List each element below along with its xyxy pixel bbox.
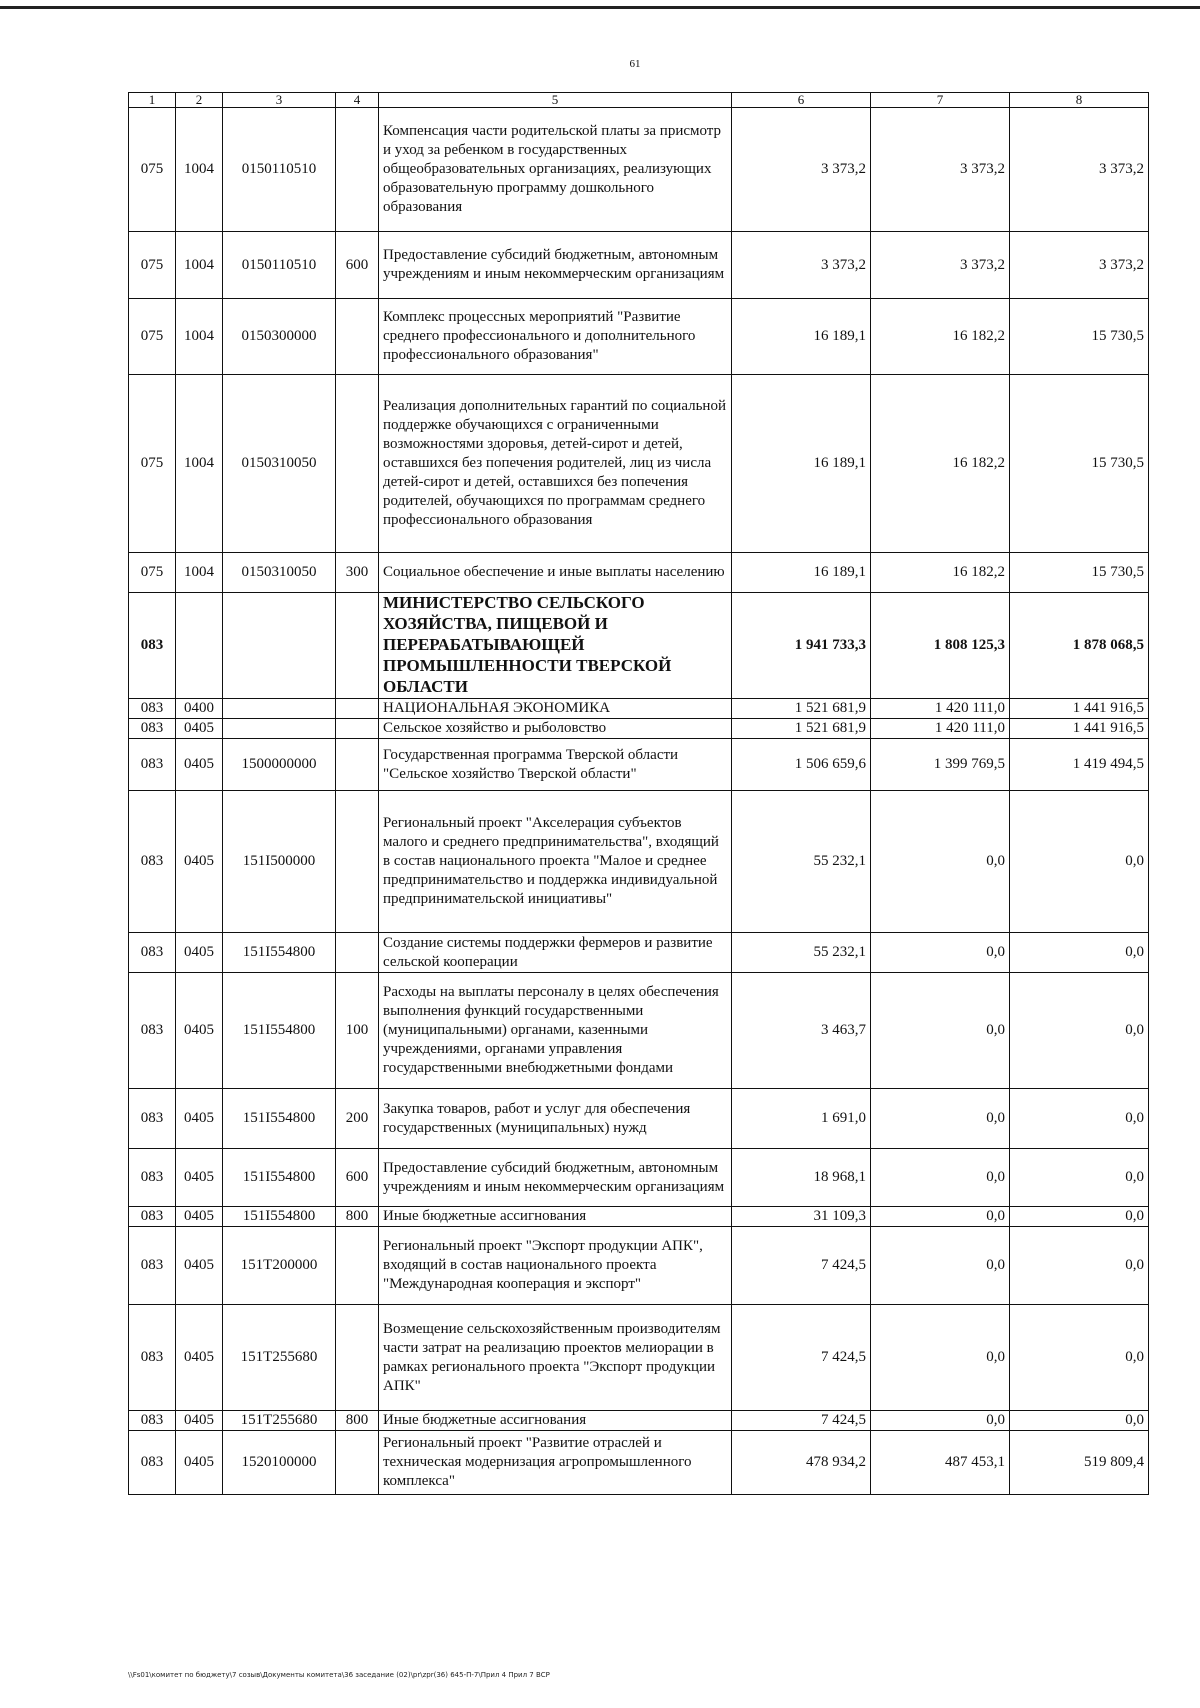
cell-section-code: 0405 <box>176 1207 223 1227</box>
cell-expense-type <box>336 1431 379 1495</box>
cell-admin-code: 083 <box>129 1227 176 1305</box>
cell-amount-2: 0,0 <box>871 1207 1010 1227</box>
cell-amount-2: 3 373,2 <box>871 108 1010 232</box>
footer-file-path: \\Fs01\комитет по бюджету\7 созыв\Документы комитета\36 заседание (02)\pr\zpr(36) 645-П-7\Прил 4 Прил 7 ВСР <box>128 1671 550 1679</box>
cell-amount-2: 0,0 <box>871 1089 1010 1149</box>
cell-expense-type <box>336 933 379 973</box>
cell-section-code: 0405 <box>176 1411 223 1431</box>
cell-expense-type <box>336 299 379 375</box>
column-header: 8 <box>1010 93 1149 108</box>
cell-section-code: 0405 <box>176 739 223 791</box>
column-header: 3 <box>223 93 336 108</box>
page-number: 61 <box>629 58 641 70</box>
cell-target-code: 151T255680 <box>223 1305 336 1411</box>
cell-admin-code: 075 <box>129 299 176 375</box>
cell-expense-type <box>336 699 379 719</box>
cell-section-code: 0405 <box>176 719 223 739</box>
cell-amount-3: 0,0 <box>1010 933 1149 973</box>
cell-admin-code: 083 <box>129 1089 176 1149</box>
cell-target-code <box>223 719 336 739</box>
cell-target-code: 151T200000 <box>223 1227 336 1305</box>
cell-admin-code: 075 <box>129 375 176 553</box>
cell-expense-type <box>336 791 379 933</box>
cell-section-code: 0405 <box>176 933 223 973</box>
cell-target-code: 151I554800 <box>223 973 336 1089</box>
cell-amount-3: 1 878 068,5 <box>1010 593 1149 699</box>
cell-amount-2: 1 420 111,0 <box>871 699 1010 719</box>
cell-amount-1: 55 232,1 <box>732 933 871 973</box>
cell-amount-1: 1 521 681,9 <box>732 719 871 739</box>
cell-target-code: 0150300000 <box>223 299 336 375</box>
cell-section-code: 0405 <box>176 1089 223 1149</box>
cell-expense-type: 300 <box>336 553 379 593</box>
cell-amount-1: 16 189,1 <box>732 375 871 553</box>
cell-amount-2: 16 182,2 <box>871 375 1010 553</box>
cell-admin-code: 075 <box>129 232 176 299</box>
cell-amount-1: 7 424,5 <box>732 1227 871 1305</box>
table-row <box>129 1411 1149 1431</box>
cell-target-code: 1520100000 <box>223 1431 336 1495</box>
cell-amount-3: 0,0 <box>1010 791 1149 933</box>
column-header: 6 <box>732 93 871 108</box>
cell-target-code: 0150110510 <box>223 232 336 299</box>
cell-description: Компенсация части родительской платы за присмотр и уход за ребенком в государственных общеобразовательных организациях, реализующих образовательную программу дошкольного образования <box>379 108 732 232</box>
cell-admin-code: 083 <box>129 1431 176 1495</box>
cell-description: Региональный проект "Акселерация субъектов малого и среднего предпринимательства", входящий в состав национального проекта "Малое и среднее предпринимательство и поддержка индивидуальной предпринимательской инициативы" <box>379 791 732 933</box>
cell-section-code: 1004 <box>176 299 223 375</box>
table-row <box>129 933 1149 973</box>
cell-expense-type <box>336 593 379 699</box>
cell-amount-2: 0,0 <box>871 973 1010 1089</box>
cell-target-code: 0150310050 <box>223 375 336 553</box>
cell-target-code: 0150110510 <box>223 108 336 232</box>
cell-target-code: 151I500000 <box>223 791 336 933</box>
cell-amount-3: 0,0 <box>1010 1411 1149 1431</box>
cell-expense-type <box>336 1305 379 1411</box>
cell-amount-2: 0,0 <box>871 1305 1010 1411</box>
cell-section-code: 0405 <box>176 1431 223 1495</box>
cell-description <box>379 593 732 699</box>
cell-amount-2: 0,0 <box>871 1227 1010 1305</box>
cell-admin-code: 083 <box>129 739 176 791</box>
cell-amount-2: 1 399 769,5 <box>871 739 1010 791</box>
cell-section-code: 1004 <box>176 108 223 232</box>
cell-target-code: 0150310050 <box>223 553 336 593</box>
table-row <box>129 1089 1149 1149</box>
cell-amount-3: 0,0 <box>1010 1305 1149 1411</box>
cell-amount-2: 16 182,2 <box>871 553 1010 593</box>
cell-expense-type: 100 <box>336 973 379 1089</box>
cell-amount-2: 1 420 111,0 <box>871 719 1010 739</box>
cell-amount-3: 3 373,2 <box>1010 108 1149 232</box>
cell-amount-3: 15 730,5 <box>1010 553 1149 593</box>
cell-amount-1: 478 934,2 <box>732 1431 871 1495</box>
cell-amount-3: 1 441 916,5 <box>1010 719 1149 739</box>
cell-expense-type: 600 <box>336 232 379 299</box>
cell-section-code: 1004 <box>176 553 223 593</box>
table-row <box>129 973 1149 1089</box>
cell-expense-type <box>336 375 379 553</box>
cell-description: Возмещение сельскохозяйственным производителям части затрат на реализацию проектов мелиорации в рамках регионального проекта "Экспорт продукции АПК" <box>379 1305 732 1411</box>
cell-amount-1: 1 691,0 <box>732 1089 871 1149</box>
cell-description: Расходы на выплаты персоналу в целях обеспечения выполнения функций государственными (муниципальными) органами, казенными учреждениями, органами управления государственными внебюджетными фондами <box>379 973 732 1089</box>
cell-target-code <box>223 593 336 699</box>
cell-target-code: 1500000000 <box>223 739 336 791</box>
cell-description: Региональный проект "Развитие отраслей и техническая модернизация агропромышленного комплекса" <box>379 1431 732 1495</box>
cell-section-code: 0405 <box>176 1227 223 1305</box>
cell-admin-code: 075 <box>129 553 176 593</box>
cell-amount-1: 1 506 659,6 <box>732 739 871 791</box>
cell-description: Сельское хозяйство и рыболовство <box>379 719 732 739</box>
budget-table <box>128 92 1149 1495</box>
cell-target-code: 151I554800 <box>223 1207 336 1227</box>
cell-amount-2: 3 373,2 <box>871 232 1010 299</box>
table-row <box>129 232 1149 299</box>
column-header: 1 <box>129 93 176 108</box>
cell-amount-3: 15 730,5 <box>1010 299 1149 375</box>
cell-section-code: 0405 <box>176 973 223 1089</box>
cell-amount-1: 3 373,2 <box>732 232 871 299</box>
column-header: 7 <box>871 93 1010 108</box>
cell-amount-1: 55 232,1 <box>732 791 871 933</box>
cell-admin-code: 083 <box>129 719 176 739</box>
cell-amount-1: 7 424,5 <box>732 1305 871 1411</box>
cell-section-code <box>176 593 223 699</box>
cell-amount-3: 3 373,2 <box>1010 232 1149 299</box>
cell-description: Иные бюджетные ассигнования <box>379 1411 732 1431</box>
cell-expense-type: 800 <box>336 1411 379 1431</box>
column-header: 2 <box>176 93 223 108</box>
table-row <box>129 791 1149 933</box>
cell-admin-code: 083 <box>129 593 176 699</box>
cell-expense-type: 200 <box>336 1089 379 1149</box>
cell-description: Региональный проект "Экспорт продукции АПК", входящий в состав национального проекта "Международная кооперация и экспорт" <box>379 1227 732 1305</box>
cell-section-code: 1004 <box>176 375 223 553</box>
cell-admin-code: 083 <box>129 699 176 719</box>
cell-admin-code: 083 <box>129 1207 176 1227</box>
table-row <box>129 739 1149 791</box>
table-row <box>129 1227 1149 1305</box>
cell-expense-type <box>336 739 379 791</box>
cell-expense-type: 600 <box>336 1149 379 1207</box>
cell-amount-3: 0,0 <box>1010 1089 1149 1149</box>
cell-amount-1: 1 941 733,3 <box>732 593 871 699</box>
cell-description: Комплекс процессных мероприятий "Развитие среднего профессионального и дополнительного профессионального образования" <box>379 299 732 375</box>
cell-admin-code: 075 <box>129 108 176 232</box>
column-header: 4 <box>336 93 379 108</box>
cell-amount-3: 0,0 <box>1010 1227 1149 1305</box>
cell-admin-code: 083 <box>129 791 176 933</box>
cell-description: Социальное обеспечение и иные выплаты населению <box>379 553 732 593</box>
cell-section-code: 0405 <box>176 1149 223 1207</box>
cell-expense-type <box>336 1227 379 1305</box>
cell-section-code: 0405 <box>176 1305 223 1411</box>
table-row <box>129 108 1149 232</box>
cell-description: Предоставление субсидий бюджетным, автономным учреждениям и иным некоммерческим организациям <box>379 1149 732 1207</box>
cell-target-code: 151I554800 <box>223 1089 336 1149</box>
top-border-line <box>0 6 1200 9</box>
cell-section-code: 0400 <box>176 699 223 719</box>
cell-expense-type: 800 <box>336 1207 379 1227</box>
column-header: 5 <box>379 93 732 108</box>
cell-target-code: 151T255680 <box>223 1411 336 1431</box>
cell-description: Закупка товаров, работ и услуг для обеспечения государственных (муниципальных) нужд <box>379 1089 732 1149</box>
cell-amount-1: 18 968,1 <box>732 1149 871 1207</box>
cell-admin-code: 083 <box>129 1149 176 1207</box>
cell-target-code: 151I554800 <box>223 1149 336 1207</box>
ministry-title: МИНИСТЕРСТВО СЕЛЬСКОГО ХОЗЯЙСТВА, ПИЩЕВОЙ И ПЕРЕРАБАТЫВАЮЩЕЙ ПРОМЫШЛЕННОСТИ ТВЕРСКОЙ ОБЛАСТИ <box>383 593 672 696</box>
cell-amount-1: 31 109,3 <box>732 1207 871 1227</box>
table-row <box>129 1305 1149 1411</box>
cell-amount-1: 1 521 681,9 <box>732 699 871 719</box>
cell-description: Государственная программа Тверской области "Сельское хозяйство Тверской области" <box>379 739 732 791</box>
cell-target-code <box>223 699 336 719</box>
cell-amount-3: 0,0 <box>1010 1149 1149 1207</box>
table-row <box>129 1207 1149 1227</box>
cell-amount-2: 487 453,1 <box>871 1431 1010 1495</box>
cell-amount-3: 1 441 916,5 <box>1010 699 1149 719</box>
table-row <box>129 299 1149 375</box>
cell-admin-code: 083 <box>129 1411 176 1431</box>
cell-amount-3: 0,0 <box>1010 973 1149 1089</box>
cell-description: Предоставление субсидий бюджетным, автономным учреждениям и иным некоммерческим организациям <box>379 232 732 299</box>
cell-amount-2: 1 808 125,3 <box>871 593 1010 699</box>
cell-description: Реализация дополнительных гарантий по социальной поддержке обучающихся с ограниченными возможностями здоровья, детей-сирот и детей, оставшихся без попечения родителей, лиц из числа детей-сирот и детей, оставшихся без попечения родителей, обучающихся по программам среднего профессионального образования <box>379 375 732 553</box>
cell-description: НАЦИОНАЛЬНАЯ ЭКОНОМИКА <box>379 699 732 719</box>
cell-amount-2: 0,0 <box>871 1411 1010 1431</box>
cell-amount-1: 16 189,1 <box>732 299 871 375</box>
cell-amount-3: 15 730,5 <box>1010 375 1149 553</box>
cell-section-code: 0405 <box>176 791 223 933</box>
cell-amount-1: 7 424,5 <box>732 1411 871 1431</box>
cell-amount-2: 0,0 <box>871 933 1010 973</box>
cell-target-code: 151I554800 <box>223 933 336 973</box>
table-row <box>129 593 1149 699</box>
cell-section-code: 1004 <box>176 232 223 299</box>
table-row <box>129 375 1149 553</box>
table-row <box>129 699 1149 719</box>
cell-expense-type <box>336 108 379 232</box>
table-row <box>129 719 1149 739</box>
cell-amount-1: 3 373,2 <box>732 108 871 232</box>
cell-admin-code: 083 <box>129 1305 176 1411</box>
cell-admin-code: 083 <box>129 973 176 1089</box>
cell-amount-1: 16 189,1 <box>732 553 871 593</box>
cell-description: Создание системы поддержки фермеров и развитие сельской кооперации <box>379 933 732 973</box>
table-row <box>129 1431 1149 1495</box>
cell-expense-type <box>336 719 379 739</box>
cell-amount-3: 0,0 <box>1010 1207 1149 1227</box>
cell-amount-1: 3 463,7 <box>732 973 871 1089</box>
table-row <box>129 553 1149 593</box>
header-row <box>129 93 1149 108</box>
table-row <box>129 1149 1149 1207</box>
cell-description: Иные бюджетные ассигнования <box>379 1207 732 1227</box>
cell-amount-3: 1 419 494,5 <box>1010 739 1149 791</box>
cell-amount-2: 16 182,2 <box>871 299 1010 375</box>
cell-amount-3: 519 809,4 <box>1010 1431 1149 1495</box>
cell-admin-code: 083 <box>129 933 176 973</box>
cell-amount-2: 0,0 <box>871 1149 1010 1207</box>
cell-amount-2: 0,0 <box>871 791 1010 933</box>
